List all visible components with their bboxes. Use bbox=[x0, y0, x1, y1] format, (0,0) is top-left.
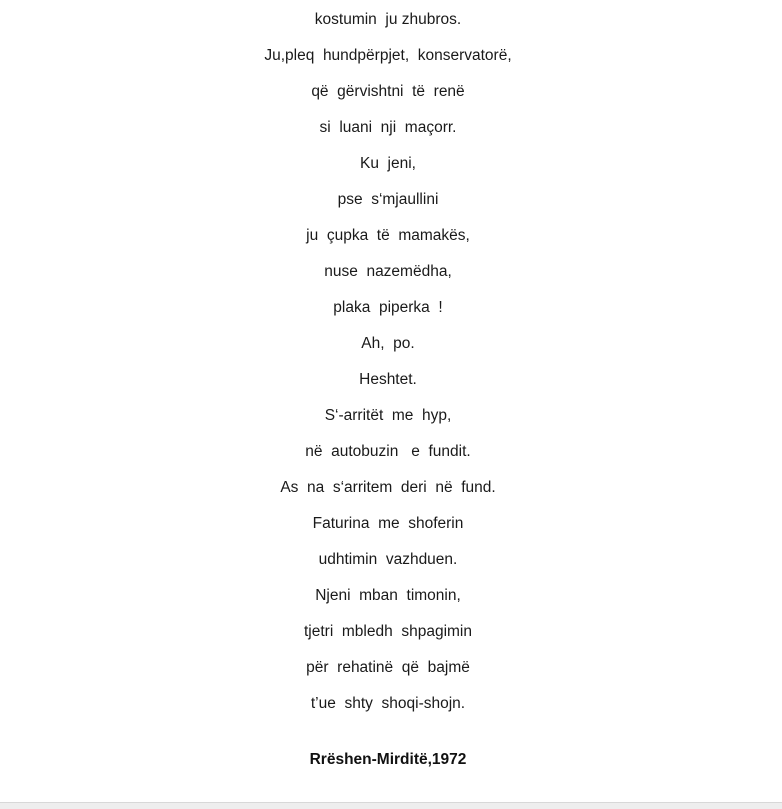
poem-line: Njeni mban timonin, bbox=[315, 587, 461, 604]
poem-line: S‘-arritët me hyp, bbox=[324, 407, 452, 424]
poem-line: As na s‘arritem deri në fund. bbox=[280, 479, 496, 496]
poem-line: në autobuzin e fundit. bbox=[305, 443, 471, 460]
poem-line: udhtimin vazhduen. bbox=[318, 551, 458, 568]
page-bottom-edge bbox=[0, 802, 782, 809]
poem-line: për rehatinë që bajmë bbox=[306, 659, 470, 676]
poem-line: pse s‘mjaullini bbox=[337, 191, 439, 208]
poem-line: plaka piperka ! bbox=[333, 299, 443, 316]
poem-line: Ju,pleq hundpërpjet, konservatorë, bbox=[264, 47, 512, 64]
poem-body bbox=[0, 10, 776, 730]
poem-line: që gërvishtni të renë bbox=[311, 83, 465, 100]
poem-line: si luani nji maçorr. bbox=[319, 119, 457, 136]
poem-line: Ah, po. bbox=[361, 335, 415, 352]
poem-line: Ku jeni, bbox=[359, 155, 416, 172]
poem-line: kostumin ju zhubros. bbox=[314, 11, 462, 28]
poem-line: t’ue shty shoqi-shojn. bbox=[310, 695, 466, 712]
poem-signature: Rrëshen-Mirditë,1972 bbox=[309, 751, 467, 768]
poem-line: tjetri mbledh shpagimin bbox=[304, 623, 472, 640]
poem-line: Faturina me shoferin bbox=[312, 515, 464, 532]
poem-line: nuse nazemëdha, bbox=[324, 263, 452, 280]
poem-line: Heshtet. bbox=[359, 371, 417, 388]
poem-line: ju çupka të mamakës, bbox=[306, 227, 470, 244]
